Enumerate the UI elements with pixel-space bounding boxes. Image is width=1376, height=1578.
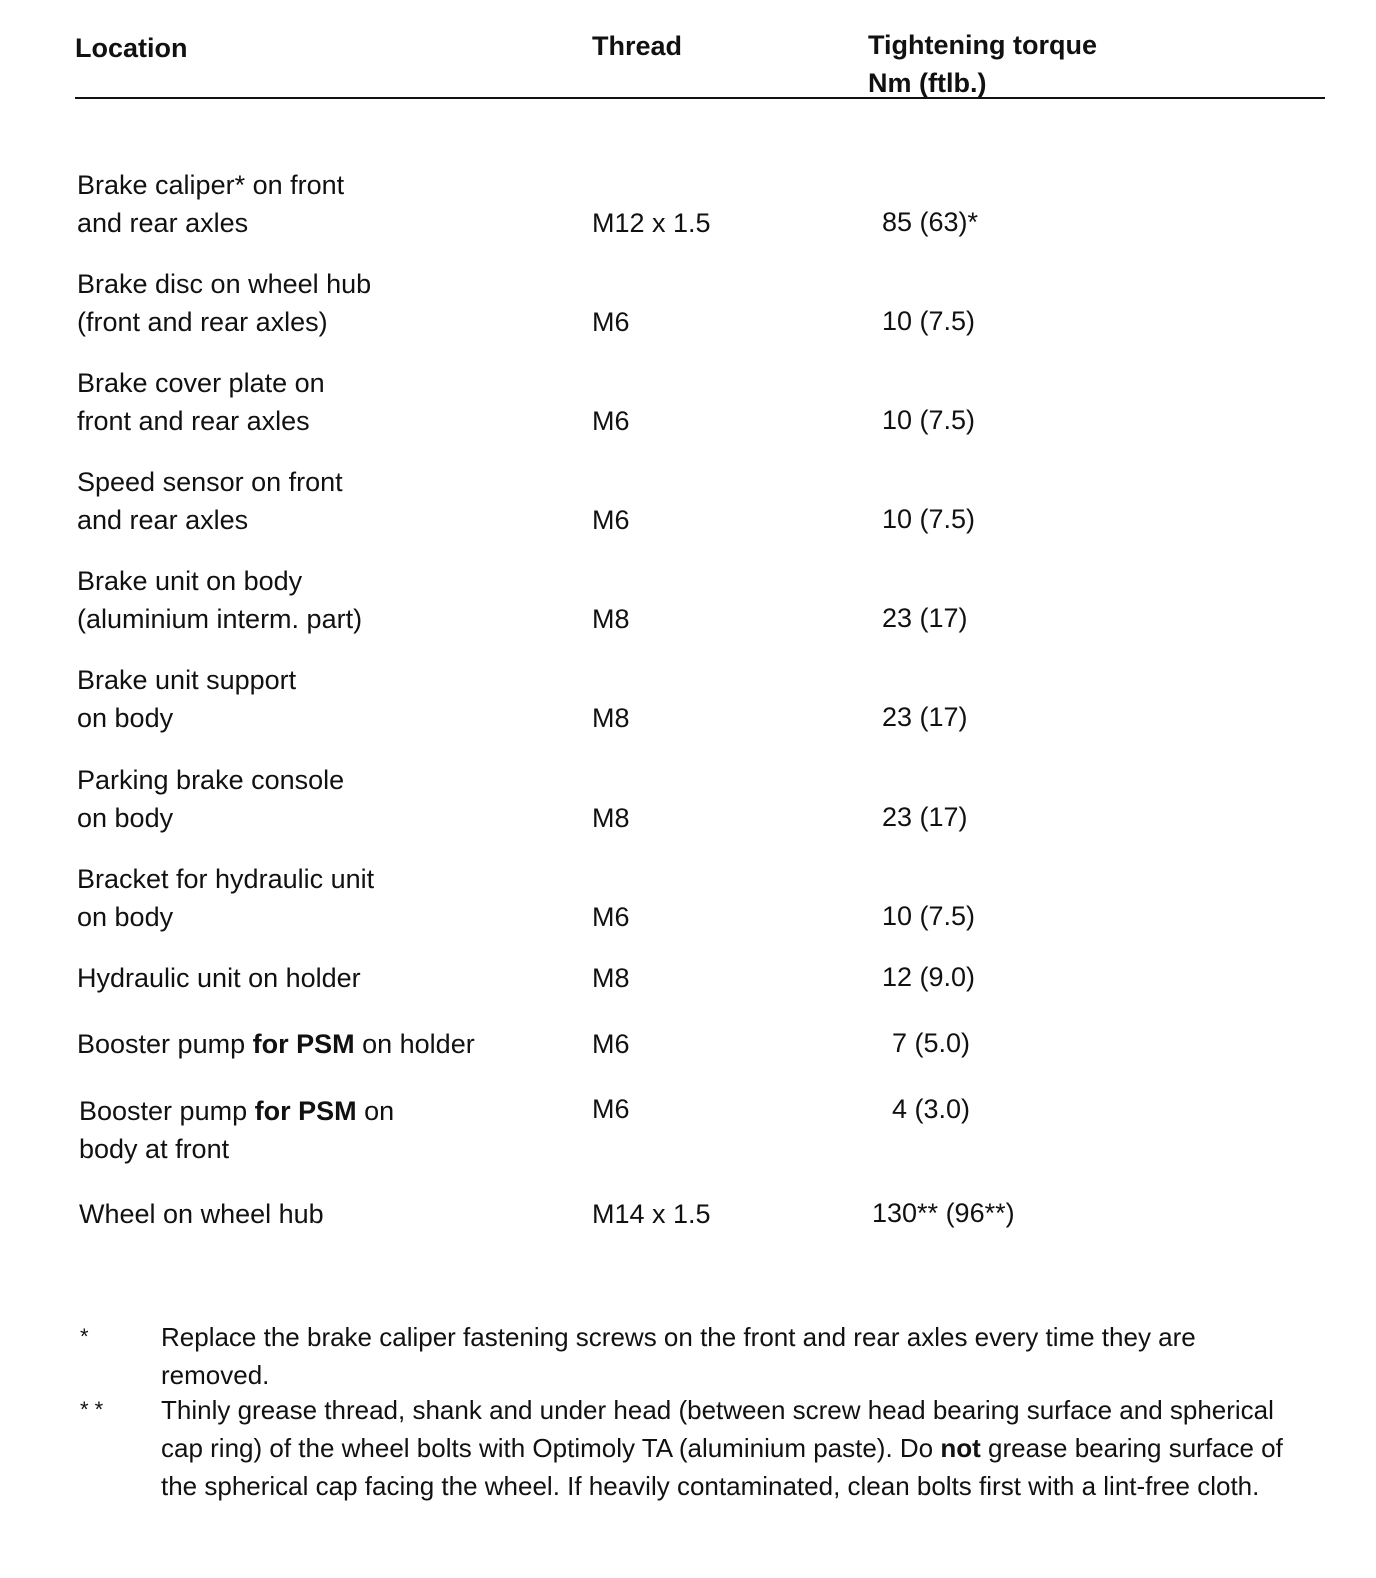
footnote-bold-text: not xyxy=(940,1433,981,1463)
cell-torque: 12 (9.0) xyxy=(882,962,976,992)
footnote-text-part: Thinly grease thread, shank and under head (between screw head bearing surface and spherical cap ring) of the wheel bolts with Optimoly TA (aluminium paste). Do xyxy=(161,1395,1274,1463)
cell-location: Wheel on wheel hub xyxy=(79,1199,324,1229)
cell-location: Bracket for hydraulic unit on body xyxy=(77,864,375,932)
cell-thread: M6 xyxy=(592,902,630,932)
cell-torque: 23 (17) xyxy=(882,802,968,832)
cell-location xyxy=(77,1025,557,1063)
cell-torque: 7 (5.0) xyxy=(892,1028,971,1058)
footnote-mark: * * xyxy=(80,1397,104,1422)
location-text: Booster pump xyxy=(79,1096,255,1126)
location-text: on holder xyxy=(354,1029,475,1059)
cell-thread: M14 x 1.5 xyxy=(592,1199,711,1229)
cell-location: Brake disc on wheel hub (front and rear axles) xyxy=(77,269,372,337)
header-thread: Thread xyxy=(592,31,683,61)
cell-thread: M6 xyxy=(592,307,630,337)
table-header xyxy=(0,0,1376,110)
cell-torque: 10 (7.5) xyxy=(882,901,976,931)
location-bold-text: for PSM xyxy=(254,1096,357,1126)
cell-torque: 85 (63)* xyxy=(882,207,979,237)
cell-thread: M6 xyxy=(592,1029,630,1059)
footnote-text xyxy=(161,1391,1311,1505)
cell-thread: M6 xyxy=(592,406,630,436)
cell-torque: 4 (3.0) xyxy=(892,1094,971,1124)
cell-location: Brake unit support on body xyxy=(77,665,297,733)
cell-location: Parking brake console on body xyxy=(77,765,345,833)
location-text: Booster pump xyxy=(77,1029,253,1059)
cell-thread: M8 xyxy=(592,604,630,634)
cell-location: Brake caliper* on front and rear axles xyxy=(77,170,345,238)
cell-torque: 10 (7.5) xyxy=(882,306,976,336)
header-rule xyxy=(75,97,1325,99)
cell-thread: M6 xyxy=(592,505,630,535)
footnote-mark: * xyxy=(80,1324,89,1349)
footnote-text-part: grease bearing surface of the spherical cap facing the wheel. If heavily contaminated, clean bolts first with a lint-free cloth. xyxy=(161,1433,1283,1501)
cell-torque: 130** (96**) xyxy=(872,1198,1015,1228)
cell-thread: M8 xyxy=(592,803,630,833)
cell-thread: M8 xyxy=(592,963,630,993)
cell-location: Brake cover plate on front and rear axles xyxy=(77,368,325,436)
cell-torque: 23 (17) xyxy=(882,603,968,633)
cell-location: Hydraulic unit on holder xyxy=(77,963,361,993)
footnote-text: Replace the brake caliper fastening screws on the front and rear axles every time they are removed. xyxy=(161,1322,1196,1390)
cell-thread: M8 xyxy=(592,703,630,733)
cell-torque: 23 (17) xyxy=(882,702,968,732)
location-text: on body at front xyxy=(79,1096,395,1164)
header-location: Location xyxy=(75,33,188,63)
cell-thread: M12 x 1.5 xyxy=(592,208,711,238)
cell-torque: 10 (7.5) xyxy=(882,405,976,435)
cell-location: Speed sensor on front and rear axles xyxy=(77,467,343,535)
cell-torque: 10 (7.5) xyxy=(882,504,976,534)
cell-location xyxy=(79,1092,559,1168)
cell-location: Brake unit on body (aluminium interm. part) xyxy=(77,566,363,634)
header-torque: Tightening torque Nm (ftlb.) xyxy=(868,30,1097,98)
location-bold-text: for PSM xyxy=(252,1029,355,1059)
cell-thread: M6 xyxy=(592,1094,630,1124)
